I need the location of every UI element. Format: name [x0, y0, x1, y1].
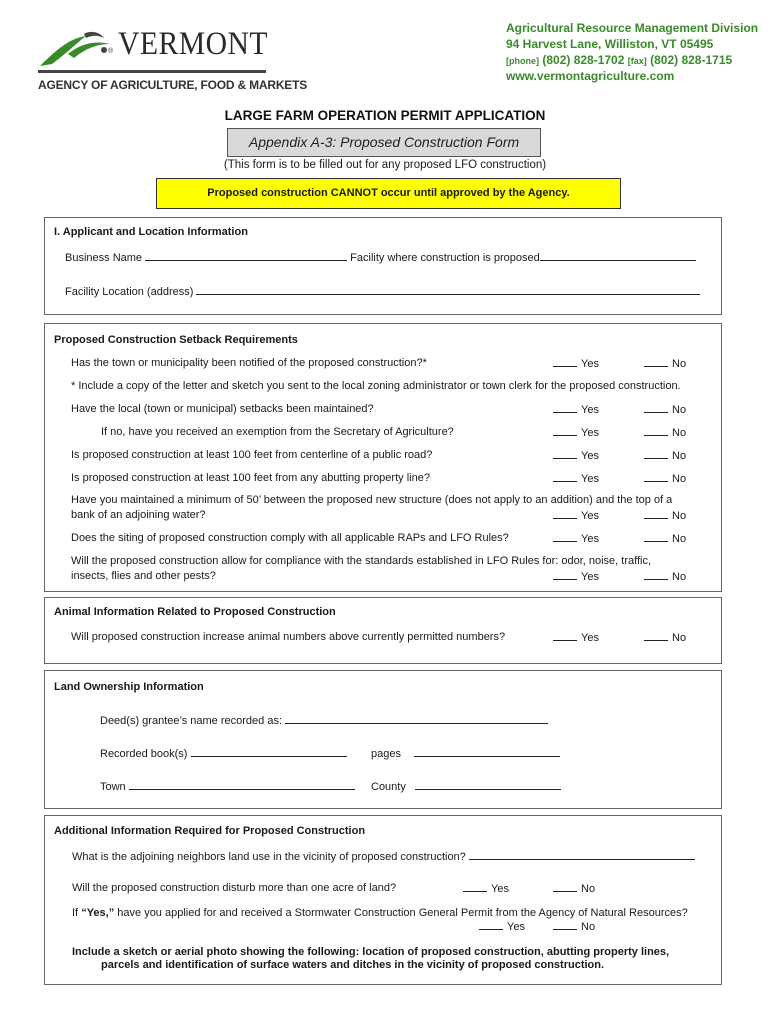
- setback-section: [44, 323, 722, 592]
- contact-block: [506, 20, 758, 84]
- location-field[interactable]: [196, 285, 700, 295]
- pages-field[interactable]: [414, 747, 560, 757]
- form-subnote: (This form is to be filled out for any proposed LFO construction): [223, 159, 547, 171]
- setback-q8-line1: Will the proposed construction allow for compliance with the standards established in LFO Rules for: odor, noise, traffic,: [71, 555, 652, 567]
- additional-section: [44, 815, 722, 985]
- setback-q1-yes[interactable]: Yes: [553, 357, 599, 370]
- logo-wordmark: VERMONT: [118, 26, 269, 62]
- website-link[interactable]: www.vermontagriculture.com: [506, 69, 675, 83]
- setback-q1: Has the town or municipality been notified of the proposed construction?*: [71, 357, 427, 369]
- fax-label: [fax]: [627, 56, 647, 66]
- setback-q3-yes[interactable]: Yes: [553, 426, 599, 439]
- setback-q8-no[interactable]: No: [644, 570, 686, 583]
- sketch-instruction-line2: parcels and identification of surface waters and ditches in the vicinity of proposed construction.: [101, 959, 605, 971]
- county-row: [371, 780, 561, 793]
- setback-q5: Is proposed construction at least 100 feet from any abutting property line?: [71, 472, 430, 484]
- acre-yes[interactable]: Yes: [463, 882, 509, 895]
- land-section: [44, 670, 722, 809]
- book-row: [100, 747, 347, 760]
- neighbors-field[interactable]: [469, 850, 695, 860]
- business-name-field[interactable]: [145, 251, 347, 261]
- setback-q3-no[interactable]: No: [644, 426, 686, 439]
- setback-note: * Include a copy of the letter and sketch you sent to the local zoning administrator or town clerk for the proposed construction.: [71, 380, 681, 392]
- grantee-field[interactable]: [285, 714, 548, 724]
- town-label: Town: [100, 781, 126, 793]
- town-row: [100, 780, 355, 793]
- town-field[interactable]: [129, 780, 355, 790]
- business-name-label: Business Name: [65, 252, 143, 264]
- setback-q4: Is proposed construction at least 100 feet from centerline of a public road?: [71, 449, 433, 461]
- setback-q2-yes[interactable]: Yes: [553, 403, 599, 416]
- setback-q2-no[interactable]: No: [644, 403, 686, 416]
- book-label: Recorded book(s): [100, 748, 188, 760]
- phone-label: [phone]: [506, 56, 539, 66]
- stormwater-question: [72, 907, 688, 919]
- setback-q5-yes[interactable]: Yes: [553, 472, 599, 485]
- sketch-instruction-line1: Include a sketch or aerial photo showing the following: location of proposed construction, abutting property lines,: [72, 946, 670, 958]
- additional-section-title: Additional Information Required for Proposed Construction: [54, 825, 366, 837]
- phone-fax: [506, 52, 758, 68]
- neighbors-question: What is the adjoining neighbors land use in the vicinity of proposed construction?: [72, 851, 466, 863]
- facility-label: Facility where construction is proposed: [350, 252, 540, 264]
- pages-label: pages: [371, 748, 401, 760]
- book-field[interactable]: [191, 747, 347, 757]
- setback-section-title: Proposed Construction Setback Requirements: [54, 334, 298, 346]
- setback-q3: If no, have you received an exemption from the Secretary of Agriculture?: [101, 426, 454, 438]
- setback-q4-no[interactable]: No: [644, 449, 686, 462]
- registered-mark: ®: [108, 48, 114, 55]
- division-name: Agricultural Resource Management Division: [506, 21, 759, 35]
- county-field[interactable]: [415, 780, 561, 790]
- stormwater-text: have you applied for and received a Stormwater Construction General Permit from the Agency of Natural Resources?: [117, 907, 688, 919]
- location-label: Facility Location (address): [65, 286, 194, 298]
- setback-q1-no[interactable]: No: [644, 357, 686, 370]
- facility-field[interactable]: [540, 251, 696, 261]
- setback-q8-yes[interactable]: Yes: [553, 570, 599, 583]
- stormwater-if: If: [72, 907, 79, 919]
- grantee-label: Deed(s) grantee’s name recorded as:: [100, 715, 283, 727]
- animal-q1-yes[interactable]: Yes: [553, 631, 599, 644]
- setback-q7-no[interactable]: No: [644, 532, 686, 545]
- animal-q1: Will proposed construction increase animal numbers above currently permitted numbers?: [71, 631, 506, 643]
- applicant-section: [44, 217, 722, 315]
- setback-q5-no[interactable]: No: [644, 472, 686, 485]
- acre-no[interactable]: No: [553, 882, 595, 895]
- land-section-title: Land Ownership Information: [54, 681, 204, 693]
- form-title: LARGE FARM OPERATION PERMIT APPLICATION: [224, 108, 546, 123]
- phone-number: (802) 828-1702: [542, 53, 625, 67]
- setback-q7: Does the siting of proposed construction comply with all applicable RAPs and LFO Rules?: [71, 532, 509, 544]
- business-name-row: [65, 251, 696, 264]
- stormwater-yes-emphasis: “Yes,”: [81, 907, 115, 919]
- animal-section-title: Animal Information Related to Proposed Construction: [54, 606, 336, 618]
- animal-q1-no[interactable]: No: [644, 631, 686, 644]
- address: 94 Harvest Lane, Williston, VT 05495: [506, 37, 714, 51]
- setback-q6-line1: Have you maintained a minimum of 50’ between the proposed new structure (does not apply to an addition) and the top of a: [71, 494, 673, 506]
- setback-q4-yes[interactable]: Yes: [553, 449, 599, 462]
- appendix-title: Appendix A-3: Proposed Construction Form: [227, 128, 541, 157]
- county-label: County: [371, 781, 406, 793]
- setback-q6-line2: bank of an adjoining water?: [71, 509, 206, 521]
- pages-row: [371, 747, 560, 760]
- approval-warning: Proposed construction CANNOT occur until approved by the Agency.: [156, 178, 621, 209]
- setback-q8-line2: insects, flies and other pests?: [71, 570, 216, 582]
- fax-number: (802) 828-1715: [650, 53, 733, 67]
- setback-q6-no[interactable]: No: [644, 509, 686, 522]
- applicant-section-title: I. Applicant and Location Information: [54, 226, 248, 238]
- location-row: [65, 285, 700, 298]
- animal-section: [44, 597, 722, 664]
- setback-q2: Have the local (town or municipal) setbacks been maintained?: [71, 403, 374, 415]
- neighbors-row: [72, 850, 695, 863]
- stormwater-no[interactable]: No: [553, 920, 595, 933]
- stormwater-yes[interactable]: Yes: [479, 920, 525, 933]
- acre-question: Will the proposed construction disturb more than one acre of land?: [72, 882, 397, 894]
- setback-q7-yes[interactable]: Yes: [553, 532, 599, 545]
- logo-divider: [38, 70, 266, 73]
- setback-q6-yes[interactable]: Yes: [553, 509, 599, 522]
- agency-name: AGENCY OF AGRICULTURE, FOOD & MARKETS: [38, 78, 308, 92]
- grantee-row: [100, 714, 548, 727]
